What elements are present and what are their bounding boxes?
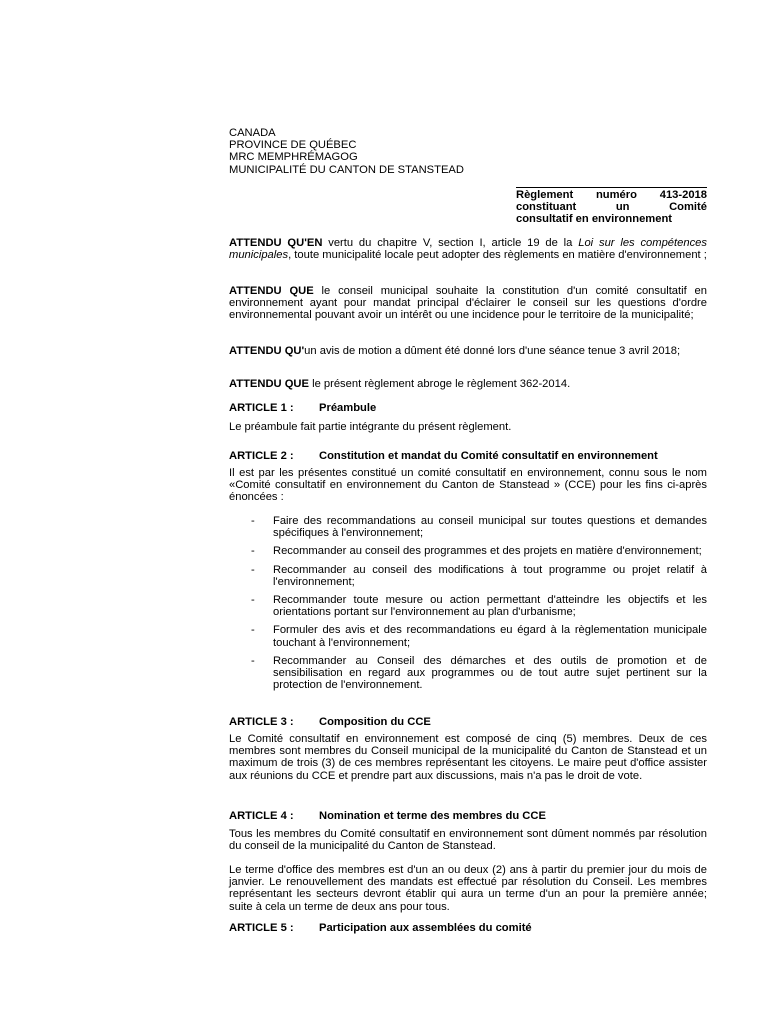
whereas-paragraph <box>229 237 707 261</box>
article-number: ARTICLE 5 : <box>229 922 294 934</box>
list-item <box>229 594 707 618</box>
article-paragraph: Le Comité consultatif en environnement est composé de cinq (5) membres. Deux de ces membres sont membres du Conseil municipal de la municipalité du Canton de Stanstead et un maximum de trois (3) de ces membres représentant les citoyens. Le maire peut d'office assister aux réunions du CCE et prendre part aux discussions, mais n'a pas le droit de vote. <box>229 733 707 782</box>
list-item <box>229 564 707 588</box>
list-item <box>229 515 707 539</box>
list-item-text: Formuler des avis et des recommandations eu égard à la règlementation municipale touchant à l'environnement; <box>273 624 707 649</box>
article-paragraph: Tous les membres du Comité consultatif en environnement sont dûment nommés par résolution du conseil de la municipalité du Canton de Stanstead. <box>229 828 707 853</box>
article-heading <box>229 450 707 462</box>
list-item-text: Recommander au conseil des modifications à tout programme ou projet relatif à l'environnement; <box>273 563 707 588</box>
dash-marker: - <box>251 654 255 667</box>
article-title: Participation aux assemblées du comité <box>319 922 532 934</box>
list-item <box>229 624 707 648</box>
whereas-paragraph <box>229 285 707 322</box>
whereas-text: le présent règlement abroge le règlement 362-2014. <box>308 378 571 390</box>
whereas-paragraph <box>229 345 707 357</box>
article-title: Préambule <box>319 402 377 414</box>
whereas-lead: ATTENDU QUE <box>229 378 309 390</box>
bylaw-title <box>516 189 707 226</box>
article-heading <box>229 402 707 414</box>
dash-marker: - <box>251 594 255 607</box>
header-line: CANADA <box>229 127 276 139</box>
article-title: Nomination et terme des membres du CCE <box>319 810 546 822</box>
header-line: MRC MEMPHRÉMAGOG <box>229 151 358 164</box>
whereas-text: , toute municipalité locale peut adopter des règlements en matière d'environnement ; <box>288 249 707 262</box>
jurisdiction-header <box>229 127 464 176</box>
article-heading <box>229 810 707 822</box>
whereas-lead: ATTENDU QU'EN <box>229 237 323 249</box>
article-number: ARTICLE 4 : <box>229 810 294 822</box>
whereas-paragraph <box>229 378 707 390</box>
title-rule <box>516 187 707 188</box>
list-item-text: Recommander au conseil des programmes et des projets en matière d'environnement; <box>273 545 702 558</box>
title-line: consultatif en environnement <box>516 213 673 226</box>
whereas-text: le conseil municipal souhaite la constitution d'un comité consultatif en environnement ayant pour mandat principal d'éclairer le conseil sur les questions d'ordre environnemental pouvant avoir un intérêt ou une incidence pour le territoire de la municipalité; <box>229 285 707 322</box>
title-line: constituant un Comité <box>516 201 707 214</box>
whereas-lead: ATTENDU QU' <box>229 345 305 357</box>
whereas-text: un avis de motion a dûment été donné lors d'une séance tenue 3 avril 2018; <box>304 345 681 357</box>
article-number: ARTICLE 3 : <box>229 716 294 728</box>
article-heading <box>229 716 707 728</box>
whereas-lead: ATTENDU QUE <box>229 285 314 297</box>
dash-marker: - <box>251 515 255 527</box>
list-item-text: Recommander au Conseil des démarches et des outils de promotion et de sensibilisation en regard aux programmes ou de tout autre sujet pertinent sur la protection de l'environnement. <box>273 654 707 692</box>
header-line: MUNICIPALITÉ DU CANTON DE STANSTEAD <box>229 163 464 176</box>
whereas-text: vertu du chapitre V, section I, article 19 de la <box>322 237 579 249</box>
article-paragraph: Il est par les présentes constitué un comité consultatif en environnement, connu sous le nom «Comité consultatif en environnement du Canton de Stanstead » (CCE) pour les fins ci-après énoncées : <box>229 467 707 504</box>
list-item-text: Faire des recommandations au conseil municipal sur toutes questions et demandes spécifiques à l'environnement; <box>273 515 707 540</box>
dash-marker: - <box>251 624 255 637</box>
article-number: ARTICLE 2 : <box>229 450 294 462</box>
article-title: Constitution et mandat du Comité consultatif en environnement <box>319 450 658 462</box>
list-item-text: Recommander toute mesure ou action permettant d'atteindre les objectifs et les orientations portant sur l'environnement au plan d'urbanisme; <box>273 594 707 619</box>
article-title: Composition du CCE <box>319 716 431 728</box>
title-line: Règlement numéro 413-2018 <box>516 189 707 201</box>
dash-marker: - <box>251 563 255 576</box>
article-number: ARTICLE 1 : <box>229 402 294 414</box>
header-line: PROVINCE DE QUÉBEC <box>229 139 357 152</box>
article-paragraph: Le terme d'office des membres est d'un an ou deux (2) ans à partir du premier jour du mois de janvier. Le renouvellement des mandats est effectué par résolution du Conseil. Les membres représentant les secteurs devront établir qui aura un terme d'un an pour la première année; suite à cela un terme de deux ans pour tous. <box>229 864 707 913</box>
law-title: Loi sur les compétences municipales <box>229 237 707 262</box>
dash-marker: - <box>251 545 255 558</box>
article-paragraph: Le préambule fait partie intégrante du présent règlement. <box>229 421 512 433</box>
list-item <box>229 545 707 557</box>
mandate-list <box>229 515 707 697</box>
article-heading <box>229 922 707 934</box>
list-item <box>229 655 707 692</box>
